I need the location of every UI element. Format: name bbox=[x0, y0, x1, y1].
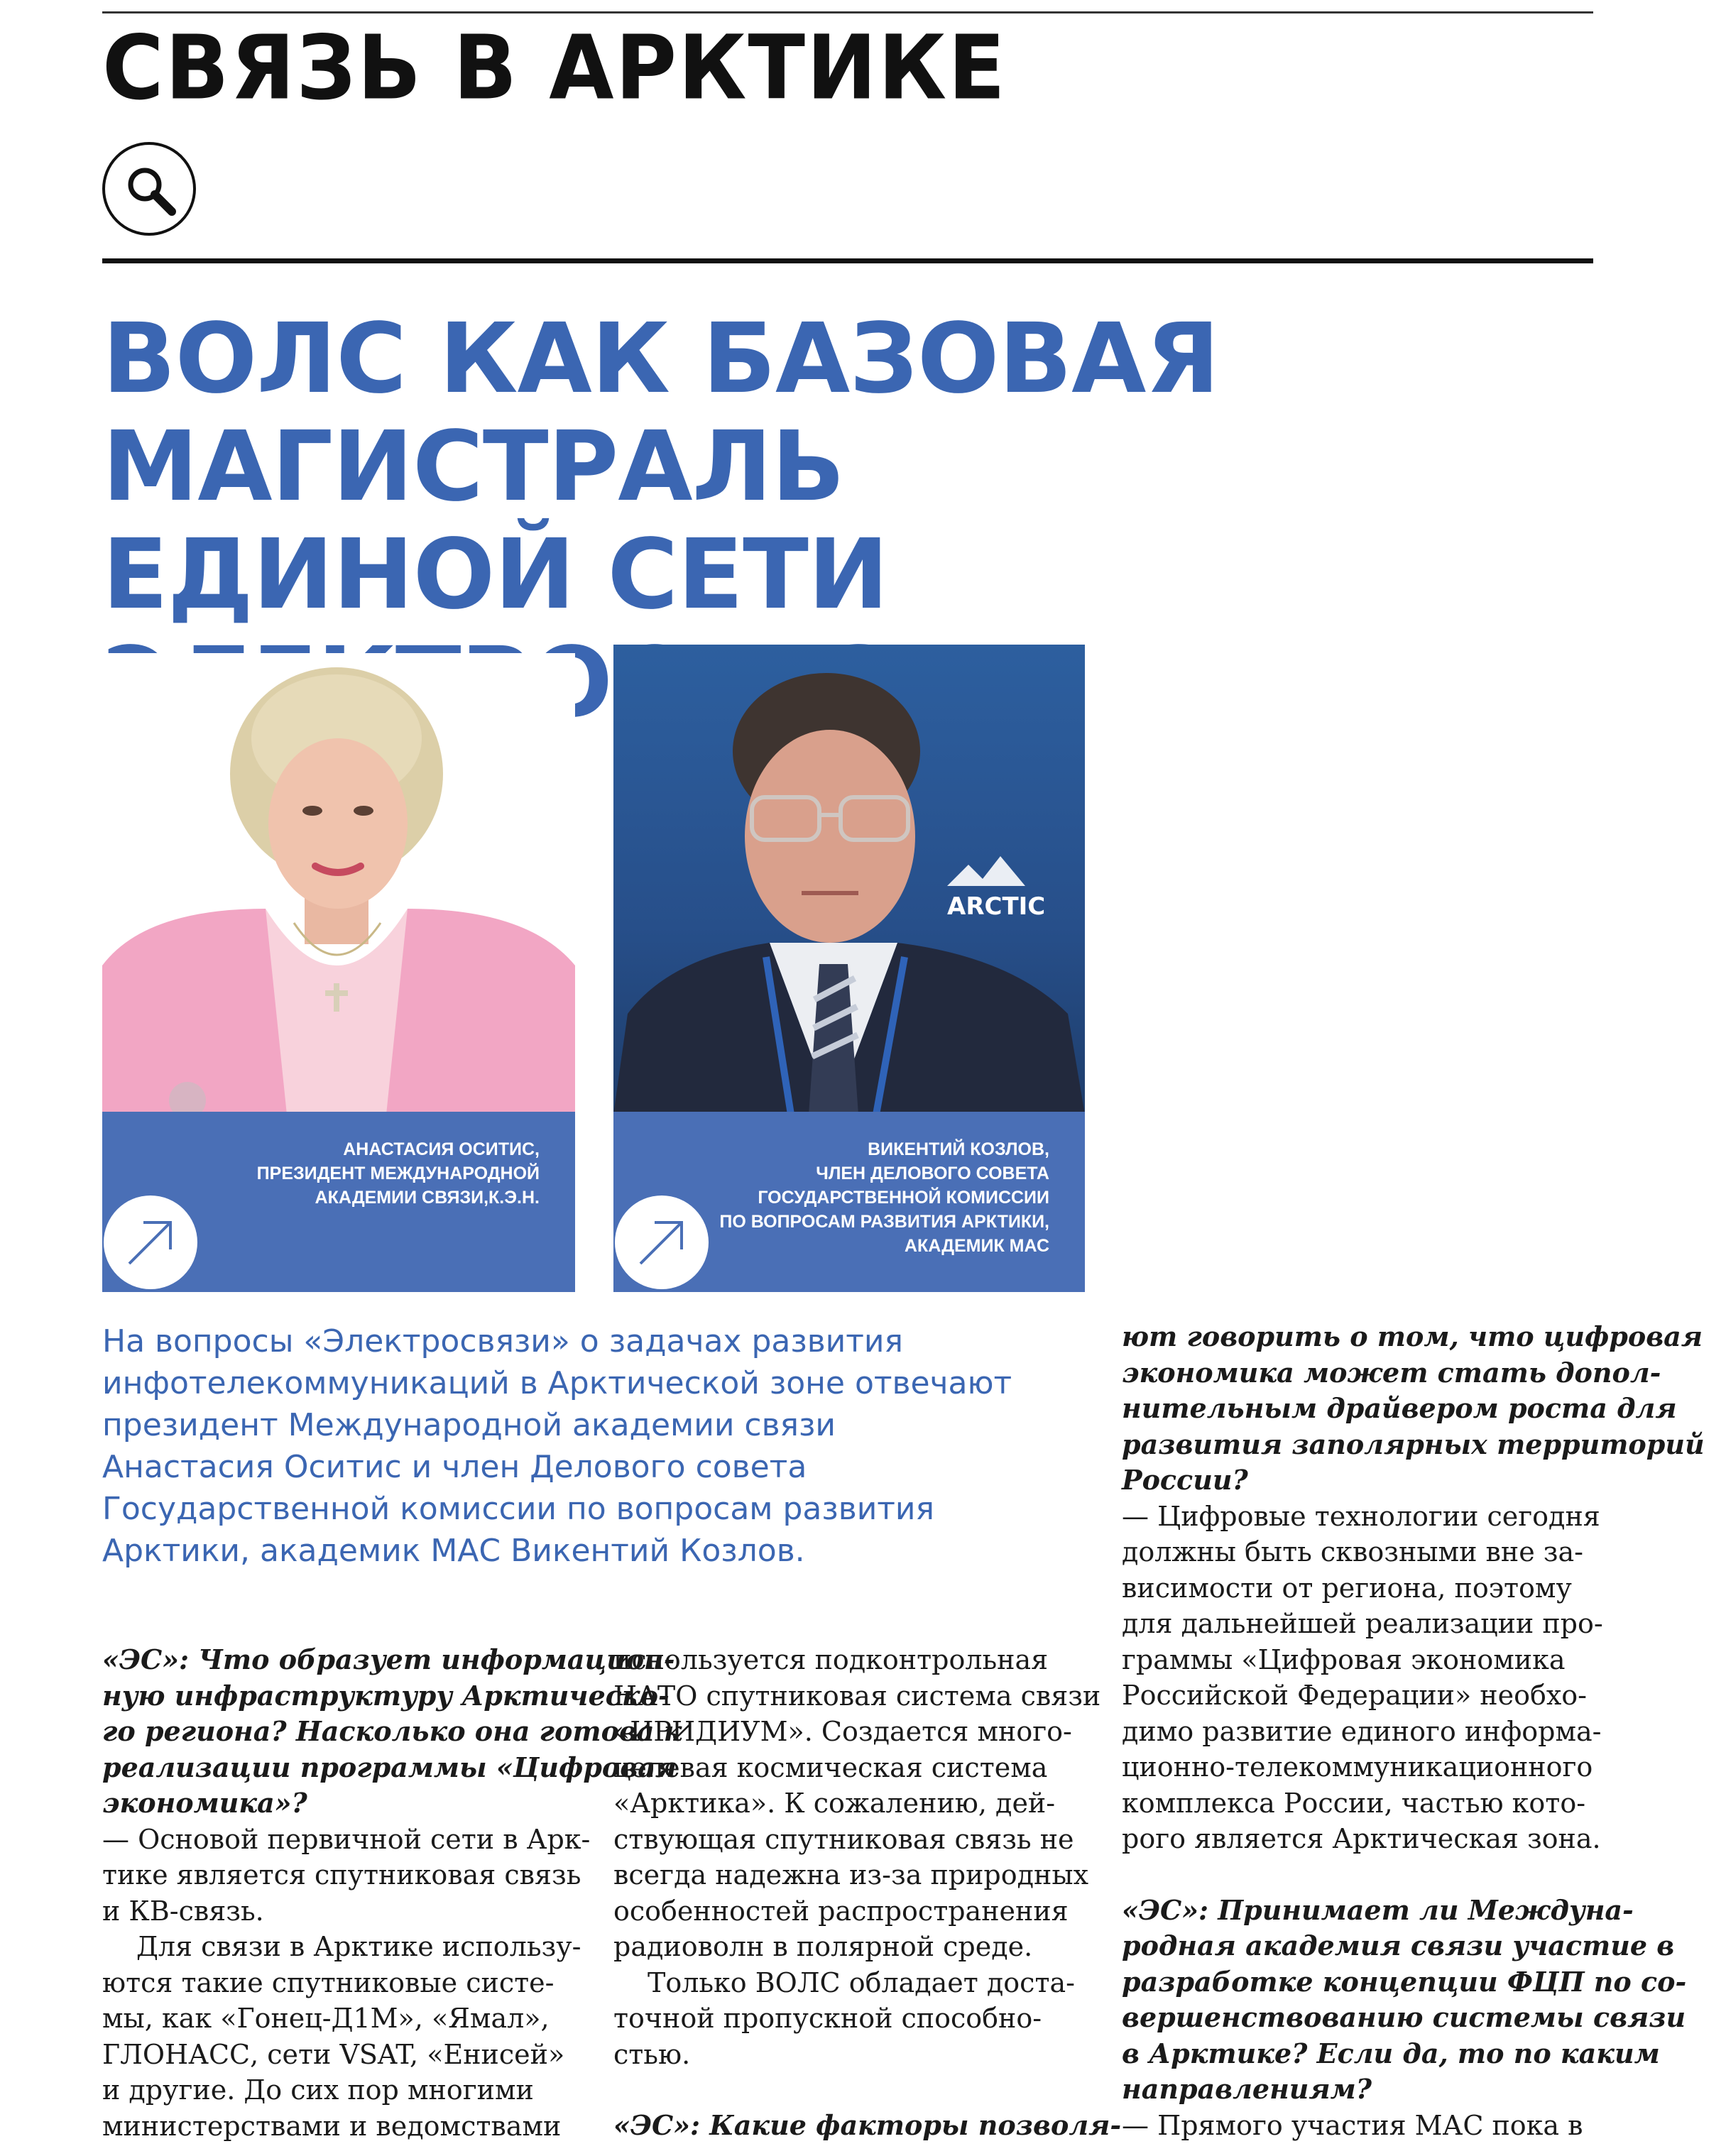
lead-line: Анастасия Оситис и член Делового совета bbox=[102, 1449, 807, 1485]
arrow-up-right-icon bbox=[122, 1214, 179, 1271]
arrow-up-right-icon bbox=[633, 1214, 690, 1271]
caption-line: ГОСУДАРСТВЕННОЙ КОМИССИИ bbox=[758, 1188, 1049, 1208]
caption-line: ПРЕЗИДЕНТ МЕЖДУНАРОДНОЙ bbox=[256, 1164, 540, 1183]
body-line: ствующая спутниковая связь не bbox=[613, 1823, 1074, 1855]
magnifier-icon bbox=[122, 162, 182, 221]
lead-line: инфотелекоммуникаций в Арктической зоне отвечают bbox=[102, 1365, 1012, 1401]
question-line: реализации программы «Цифровая bbox=[102, 1751, 677, 1783]
question-line: «ЭС»: Принимает ли Междуна- bbox=[1122, 1893, 1634, 1926]
body-line: мы, как «Гонец-Д1М», «Ямал», bbox=[102, 2003, 550, 2034]
answer-line: и КВ-связь. bbox=[102, 1895, 264, 1927]
photo-caption-ositis bbox=[102, 1112, 575, 1292]
question-line: нительным драйвером роста для bbox=[1122, 1392, 1677, 1424]
body-line: и другие. До сих пор многими bbox=[102, 2074, 534, 2106]
answer-line: димо развитие единого информа- bbox=[1122, 1715, 1602, 1747]
body-line: Только ВОЛС обладает доста- bbox=[648, 1966, 1075, 1998]
body-line: радиоволн в полярной среде. bbox=[613, 1931, 1033, 1962]
question-line: ют говорить о том, что цифровая bbox=[1122, 1320, 1703, 1352]
section-divider bbox=[102, 258, 1593, 263]
arrow-link-button[interactable] bbox=[615, 1195, 709, 1289]
headline-line: ВОЛС КАК БАЗОВАЯ МАГИСТРАЛЬ bbox=[102, 303, 1220, 523]
body-line: точной пропускной способно- bbox=[613, 2003, 1042, 2034]
lead-line: президент Международной академии связи bbox=[102, 1407, 836, 1443]
answer-line: для дальнейшей реализации про- bbox=[1122, 1608, 1603, 1639]
question-line: ную инфраструктуру Арктическо- bbox=[102, 1679, 670, 1712]
body-line: министерствами и ведомствами bbox=[102, 2110, 562, 2142]
answer-line: висимости от региона, поэтому bbox=[1122, 1572, 1572, 1604]
question-line: развития заполярных территорий bbox=[1122, 1428, 1705, 1460]
body-line: используется подконтрольная bbox=[613, 1644, 1049, 1675]
body-line: ГЛОНАСС, сети VSAT, «Енисей» bbox=[102, 2038, 565, 2070]
question-line: разработке концепции ФЦП по со- bbox=[1122, 1965, 1687, 1998]
question-line: экономика может стать допол- bbox=[1122, 1356, 1661, 1389]
banner-logo-text: ARCTIC bbox=[947, 892, 1046, 921]
question-line: вершенствованию системы связи bbox=[1122, 2001, 1686, 2033]
headline-line: ЕДИНОЙ СЕТИ bbox=[102, 519, 888, 631]
answer-line: граммы «Цифровая экономика bbox=[1122, 1643, 1566, 1675]
body-line: целевая космическая система bbox=[613, 1751, 1048, 1783]
question-line: России? bbox=[1122, 1464, 1248, 1496]
answer-line: — Основой первичной сети в Арк- bbox=[102, 1823, 591, 1855]
question-line: направлениям? bbox=[1122, 2073, 1372, 2105]
caption-line: ВИКЕНТИЙ КОЗЛОВ, bbox=[868, 1139, 1049, 1159]
question-line: родная академия связи участие в bbox=[1122, 1930, 1675, 1961]
photo-kozlov bbox=[613, 645, 1085, 1115]
answer-line: рого является Арктическая зона. bbox=[1122, 1823, 1601, 1854]
caption-line: АКАДЕМИИ СВЯЗИ,К.Э.Н. bbox=[315, 1188, 540, 1208]
body-line: Для связи в Арктике использу- bbox=[136, 1931, 581, 1962]
body-line: «ИРИДИУМ». Создается много- bbox=[613, 1716, 1072, 1747]
lead-line: Государственной комиссии по вопросам развития bbox=[102, 1491, 934, 1527]
body-line: «Арктика». К сожалению, дей- bbox=[613, 1788, 1056, 1819]
body-line: стью. bbox=[613, 2038, 691, 2070]
answer-line: комплекса России, частью кото- bbox=[1122, 1787, 1586, 1819]
question-line: го региона? Насколько она готова к bbox=[102, 1715, 682, 1747]
caption-line: ПО ВОПРОСАМ РАЗВИТИЯ АРКТИКИ, bbox=[719, 1212, 1049, 1232]
lead-line: На вопросы «Электросвязи» о задачах развития bbox=[102, 1323, 903, 1359]
body-line: особенностей распространения bbox=[613, 1895, 1069, 1927]
lead-paragraph bbox=[102, 1320, 1110, 1572]
body-line: ются такие спутниковые систе- bbox=[102, 1966, 555, 1998]
answer-line: Российской Федерации» необхо- bbox=[1122, 1680, 1588, 1711]
search-button[interactable] bbox=[102, 142, 196, 236]
question-line: «ЭС»: Что образует информацион- bbox=[102, 1643, 675, 1675]
arrow-link-button[interactable] bbox=[104, 1195, 197, 1289]
answer-line: ционно-телекоммуникационного bbox=[1122, 1751, 1593, 1783]
text-column-2 bbox=[613, 1642, 1122, 2144]
caption-line: АКАДЕМИК МАС bbox=[904, 1236, 1049, 1256]
lead-line: Арктики, академик МАС Викентий Козлов. bbox=[102, 1533, 805, 1569]
section-title: СВЯЗЬ В АРКТИКЕ bbox=[102, 15, 1007, 120]
body-line: всегда надежна из-за природных bbox=[613, 1859, 1089, 1890]
answer-line: — Цифровые технологии сегодня bbox=[1122, 1500, 1600, 1532]
question-line: «ЭС»: Какие факторы позволя- bbox=[613, 2109, 1122, 2141]
caption-line: ЧЛЕН ДЕЛОВОГО СОВЕТА bbox=[816, 1164, 1049, 1183]
question-line: в Арктике? Если да, то по каким bbox=[1122, 2037, 1660, 2069]
top-rule bbox=[102, 11, 1593, 13]
answer-line: должны быть сквозными вне за- bbox=[1122, 1536, 1584, 1567]
photo-ositis bbox=[102, 653, 575, 1115]
answer-line: — Прямого участия МАС пока в bbox=[1122, 2109, 1583, 2141]
answer-line: тике является спутниковая связь bbox=[102, 1859, 581, 1890]
body-line: НАТО спутниковая система связи bbox=[613, 1680, 1101, 1712]
question-line: экономика»? bbox=[102, 1787, 307, 1819]
photo-caption-kozlov bbox=[613, 1112, 1085, 1292]
text-column-3 bbox=[1122, 1319, 1705, 2143]
caption-line: АНАСТАСИЯ ОСИТИС, bbox=[343, 1139, 540, 1159]
